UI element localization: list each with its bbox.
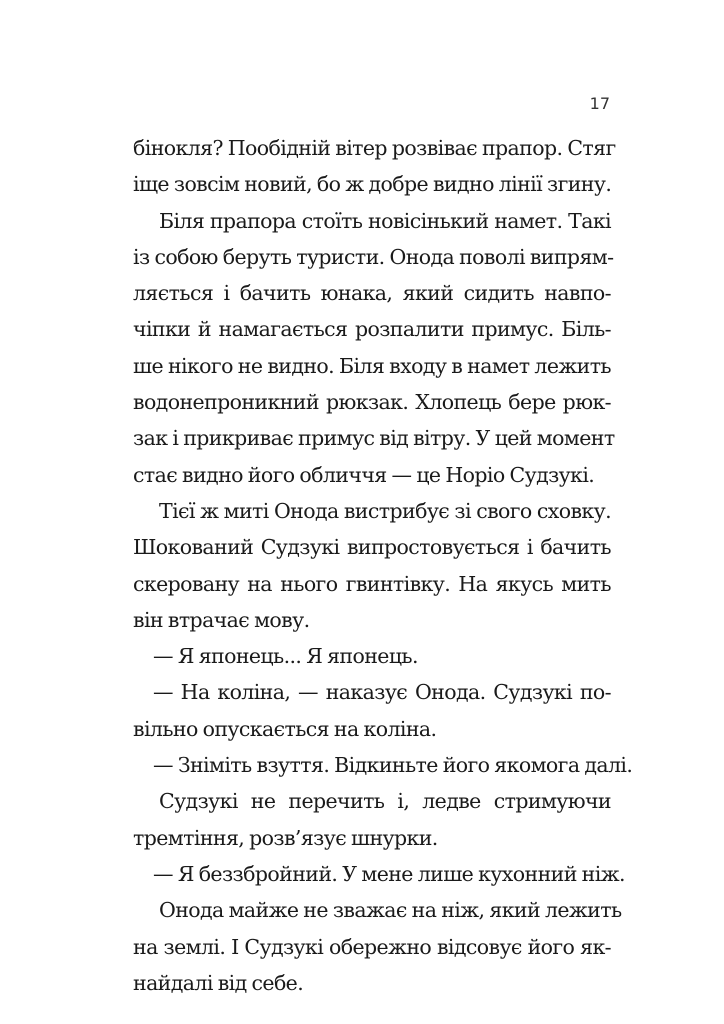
text-line: найдалі від себе. bbox=[133, 970, 304, 995]
text-line: скеровану на нього гвинтівку. На якусь мить bbox=[133, 571, 611, 596]
text-line: вільно опускається на коліна. bbox=[133, 716, 437, 741]
text-line: зак і прикриває примус від вітру. У цей момент bbox=[133, 426, 615, 451]
body-text bbox=[133, 130, 633, 1001]
text-line: із собою беруть туристи. Онода поволі випрям- bbox=[133, 244, 614, 269]
text-line: стає видно його обличчя — це Норіо Судзукі. bbox=[133, 462, 595, 487]
text-line: ляється і бачить юнака, який сидить навпо- bbox=[133, 281, 611, 306]
text-line: він втрачає мову. bbox=[133, 607, 310, 632]
text-line: на землі. І Судзукі обережно відсовує його як- bbox=[133, 934, 611, 959]
page-number: 17 bbox=[589, 94, 610, 113]
text-line: — Я японець... Я японець. bbox=[153, 644, 418, 669]
text-line: — Зніміть взуття. Відкиньте його якомога далі. bbox=[153, 753, 633, 778]
text-line: Біля прапора стоїть новісінький намет. Такі bbox=[159, 208, 611, 233]
text-line: Судзукі не перечить і, ледве стримуючи bbox=[159, 789, 611, 814]
text-line: іще зовсім новий, бо ж добре видно лінії згину. bbox=[133, 172, 612, 197]
text-line: — Я беззбройний. У мене лише кухонний ніж. bbox=[153, 861, 625, 886]
text-line: ше нікого не видно. Біля входу в намет лежить bbox=[133, 353, 611, 378]
text-line: водонепроникний рюкзак. Хлопець бере рюк- bbox=[133, 390, 611, 415]
text-line: чіпки й намагається розпалити примус. Біль- bbox=[133, 317, 611, 342]
text-line: тремтіння, розв’язує шнурки. bbox=[133, 825, 438, 850]
text-line: бінокля? Пообідній вітер розвіває прапор. Стяг bbox=[133, 136, 616, 160]
text-line: Тієї ж миті Онода вистрибує зі свого сховку. bbox=[159, 498, 611, 523]
text-line: — На коліна, — наказує Онода. Судзукі по- bbox=[153, 680, 611, 705]
text-line: Онода майже не зважає на ніж, який лежить bbox=[159, 898, 622, 923]
text-line: Шокований Судзукі випростовується і бачить bbox=[133, 535, 611, 560]
